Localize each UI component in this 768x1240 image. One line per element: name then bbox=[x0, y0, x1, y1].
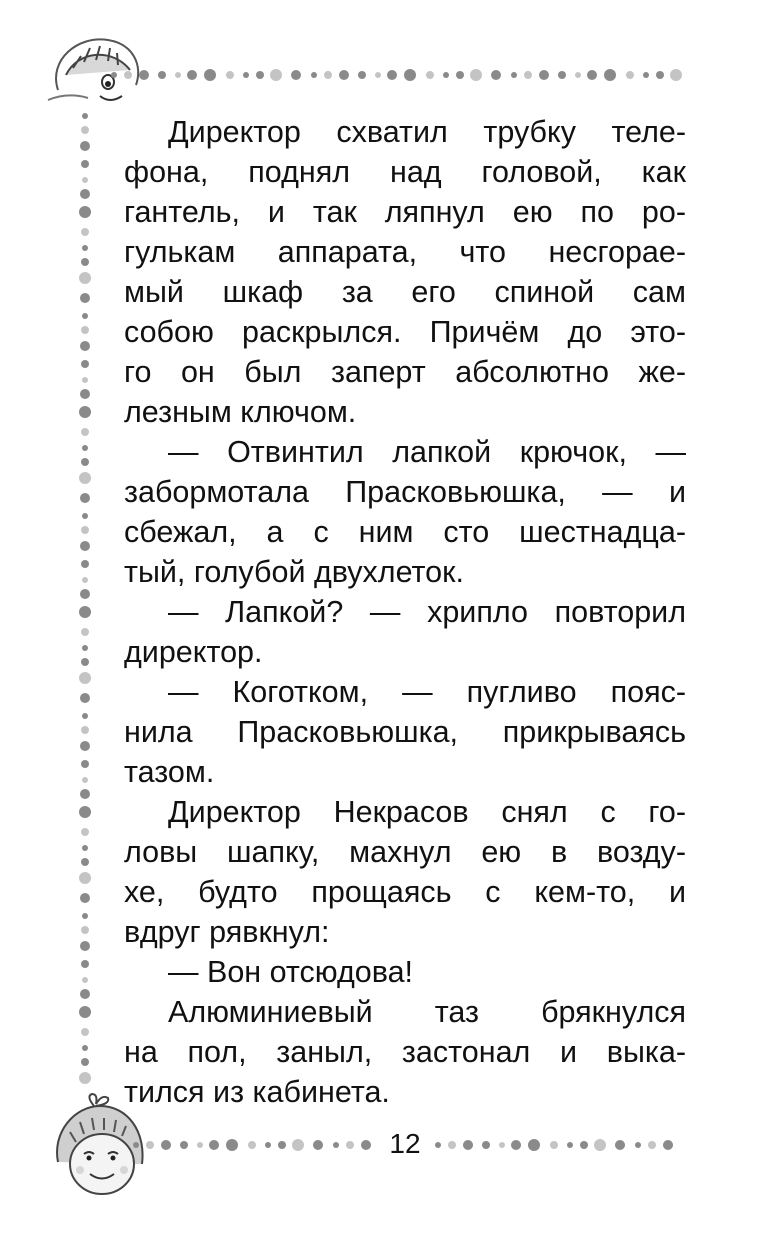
text-line: ловы шапку, махнул ею в возду- bbox=[124, 835, 686, 869]
decor-dot bbox=[248, 1141, 256, 1149]
decor-dot bbox=[80, 341, 90, 351]
decor-dot bbox=[311, 72, 317, 78]
dotted-border-bottom-right bbox=[432, 1130, 682, 1160]
decor-dot bbox=[226, 1139, 238, 1151]
decor-dot bbox=[80, 589, 90, 599]
page-number: 12 bbox=[389, 1128, 421, 1159]
decor-dot bbox=[648, 1141, 656, 1149]
decor-dot bbox=[482, 1141, 490, 1149]
decor-dot bbox=[81, 628, 89, 636]
decor-dot bbox=[256, 71, 264, 79]
text-line: Директор схватил трубку теле- bbox=[168, 115, 686, 149]
decor-dot bbox=[594, 1139, 606, 1151]
decor-dot bbox=[80, 893, 90, 903]
decor-dot bbox=[80, 389, 90, 399]
decor-dot bbox=[491, 70, 501, 80]
decor-dot bbox=[82, 445, 88, 451]
decor-dot bbox=[209, 1140, 219, 1150]
decor-dot bbox=[626, 71, 634, 79]
decor-dot bbox=[79, 606, 91, 618]
decor-dot bbox=[292, 1139, 304, 1151]
text-line: хе, будто прощаясь с кем-то, и bbox=[124, 875, 686, 909]
decor-dot bbox=[111, 72, 117, 78]
decor-dot bbox=[550, 1141, 558, 1149]
dotted-border-left bbox=[68, 110, 102, 1095]
decor-dot bbox=[80, 541, 90, 551]
decor-dot bbox=[124, 71, 132, 79]
text-line: мый шкаф за его спиной сам bbox=[124, 275, 686, 309]
decor-dot bbox=[82, 1045, 88, 1051]
decor-dot bbox=[81, 458, 89, 466]
decor-dot bbox=[82, 245, 88, 251]
text-line: гулькам аппарата, что несгорае- bbox=[124, 235, 686, 269]
decor-dot bbox=[80, 941, 90, 951]
decor-dot bbox=[80, 989, 90, 999]
decor-dot bbox=[346, 1141, 354, 1149]
decor-dot bbox=[435, 1142, 441, 1148]
decor-dot bbox=[387, 70, 397, 80]
decor-dot bbox=[79, 406, 91, 418]
decor-dot bbox=[361, 1140, 371, 1150]
text-line: вдруг рявкнул: bbox=[124, 915, 330, 949]
decor-dot bbox=[187, 70, 197, 80]
decor-dot bbox=[81, 258, 89, 266]
decor-dot bbox=[587, 70, 597, 80]
decor-dot bbox=[82, 313, 88, 319]
decor-dot bbox=[81, 1028, 89, 1036]
decor-dot bbox=[313, 1140, 323, 1150]
text-line: директор. bbox=[124, 635, 263, 669]
text-line: лезным ключом. bbox=[124, 395, 357, 429]
decor-dot bbox=[79, 672, 91, 684]
decor-dot bbox=[456, 71, 464, 79]
decor-dot bbox=[79, 472, 91, 484]
text-line: собою раскрылся. Причём до это- bbox=[124, 315, 686, 349]
decor-dot bbox=[243, 72, 249, 78]
decor-dot bbox=[528, 1139, 540, 1151]
decor-dot bbox=[81, 960, 89, 968]
decor-dot bbox=[79, 1072, 91, 1084]
decor-dot bbox=[81, 1058, 89, 1066]
decor-dot bbox=[81, 160, 89, 168]
decor-dot bbox=[82, 513, 88, 519]
text-line: Директор Некрасов снял с го- bbox=[168, 795, 686, 829]
decor-dot bbox=[278, 1141, 286, 1149]
decor-dot bbox=[158, 71, 166, 79]
decor-dot bbox=[81, 858, 89, 866]
decor-dot bbox=[175, 72, 181, 78]
text-line: тый, голубой двухлеток. bbox=[124, 555, 464, 589]
decor-dot bbox=[580, 1141, 588, 1149]
decor-dot bbox=[139, 70, 149, 80]
page-body-text bbox=[124, 112, 686, 1112]
decor-dot bbox=[80, 189, 90, 199]
decor-dot bbox=[511, 1140, 521, 1150]
decor-dot bbox=[524, 71, 532, 79]
decor-dot bbox=[81, 560, 89, 568]
decor-dot bbox=[670, 69, 682, 81]
text-line: — Отвинтил лапкой крючок, — bbox=[168, 435, 686, 469]
decor-dot bbox=[79, 272, 91, 284]
decor-dot bbox=[80, 141, 90, 151]
decor-dot bbox=[133, 1142, 139, 1148]
decor-dot bbox=[511, 72, 517, 78]
decor-dot bbox=[270, 69, 282, 81]
decor-dot bbox=[180, 1141, 188, 1149]
decor-dot bbox=[81, 126, 89, 134]
decor-dot bbox=[79, 806, 91, 818]
decor-dot bbox=[82, 977, 88, 983]
decor-dot bbox=[226, 71, 234, 79]
decor-dot bbox=[82, 113, 88, 119]
decor-dot bbox=[80, 493, 90, 503]
decor-dot bbox=[663, 1140, 673, 1150]
text-line: тился из кабинета. bbox=[124, 1075, 390, 1109]
decor-dot bbox=[426, 71, 434, 79]
decor-dot bbox=[79, 1006, 91, 1018]
decor-dot bbox=[443, 72, 449, 78]
decor-dot bbox=[448, 1141, 456, 1149]
decor-dot bbox=[82, 845, 88, 851]
decor-dot bbox=[81, 526, 89, 534]
decor-dot bbox=[82, 377, 88, 383]
decor-dot bbox=[375, 72, 381, 78]
decor-dot bbox=[81, 760, 89, 768]
decor-dot bbox=[197, 1142, 203, 1148]
text-line: на пол, заныл, застонал и выка- bbox=[124, 1035, 686, 1069]
decor-dot bbox=[575, 72, 581, 78]
decor-dot bbox=[635, 1142, 641, 1148]
decor-dot bbox=[146, 1141, 154, 1149]
decor-dot bbox=[333, 1142, 339, 1148]
decor-dot bbox=[604, 69, 616, 81]
dotted-border-bottom-left bbox=[130, 1130, 380, 1160]
decor-dot bbox=[80, 693, 90, 703]
decor-dot bbox=[539, 70, 549, 80]
decor-dot bbox=[81, 428, 89, 436]
decor-dot bbox=[567, 1142, 573, 1148]
decor-dot bbox=[80, 293, 90, 303]
decor-dot bbox=[82, 177, 88, 183]
decor-dot bbox=[81, 926, 89, 934]
decor-dot bbox=[81, 360, 89, 368]
decor-dot bbox=[81, 726, 89, 734]
decor-dot bbox=[80, 789, 90, 799]
decor-dot bbox=[161, 1140, 171, 1150]
text-line: фона, поднял над головой, как bbox=[124, 155, 686, 189]
decor-dot bbox=[615, 1140, 625, 1150]
decor-dot bbox=[81, 828, 89, 836]
decor-dot bbox=[463, 1140, 473, 1150]
decor-dot bbox=[80, 741, 90, 751]
text-line: — Вон отсюдова! bbox=[168, 955, 414, 989]
decor-dot bbox=[499, 1142, 505, 1148]
decor-dot bbox=[558, 71, 566, 79]
decor-dot bbox=[470, 69, 482, 81]
text-line: го он был заперт абсолютно же- bbox=[124, 355, 686, 389]
decor-dot bbox=[265, 1142, 271, 1148]
decor-dot bbox=[291, 70, 301, 80]
decor-dot bbox=[204, 69, 216, 81]
decor-dot bbox=[81, 326, 89, 334]
text-line: гантель, и так ляпнул ею по ро- bbox=[124, 195, 686, 229]
decor-dot bbox=[358, 71, 366, 79]
decor-dot bbox=[656, 71, 664, 79]
text-line: сбежал, а с ним сто шестнадца- bbox=[124, 515, 686, 549]
text-line: забормотала Прасковьюшка, — и bbox=[124, 475, 686, 509]
dotted-border-top bbox=[108, 60, 698, 90]
text-line: — Коготком, — пугливо пояс- bbox=[168, 675, 686, 709]
decor-dot bbox=[643, 72, 649, 78]
decor-dot bbox=[324, 71, 332, 79]
decor-dot bbox=[81, 658, 89, 666]
decor-dot bbox=[82, 713, 88, 719]
text-line: Алюминиевый таз брякнулся bbox=[168, 995, 686, 1029]
text-line: — Лапкой? — хрипло повторил bbox=[168, 595, 686, 629]
decor-dot bbox=[82, 913, 88, 919]
decor-dot bbox=[79, 872, 91, 884]
text-line: тазом. bbox=[124, 755, 215, 789]
decor-dot bbox=[339, 70, 349, 80]
text-line: нила Прасковьюшка, прикрываясь bbox=[124, 715, 686, 749]
decor-dot bbox=[79, 206, 91, 218]
decor-dot bbox=[404, 69, 416, 81]
decor-dot bbox=[82, 645, 88, 651]
decor-dot bbox=[82, 777, 88, 783]
decor-dot bbox=[82, 577, 88, 583]
decor-dot bbox=[81, 228, 89, 236]
